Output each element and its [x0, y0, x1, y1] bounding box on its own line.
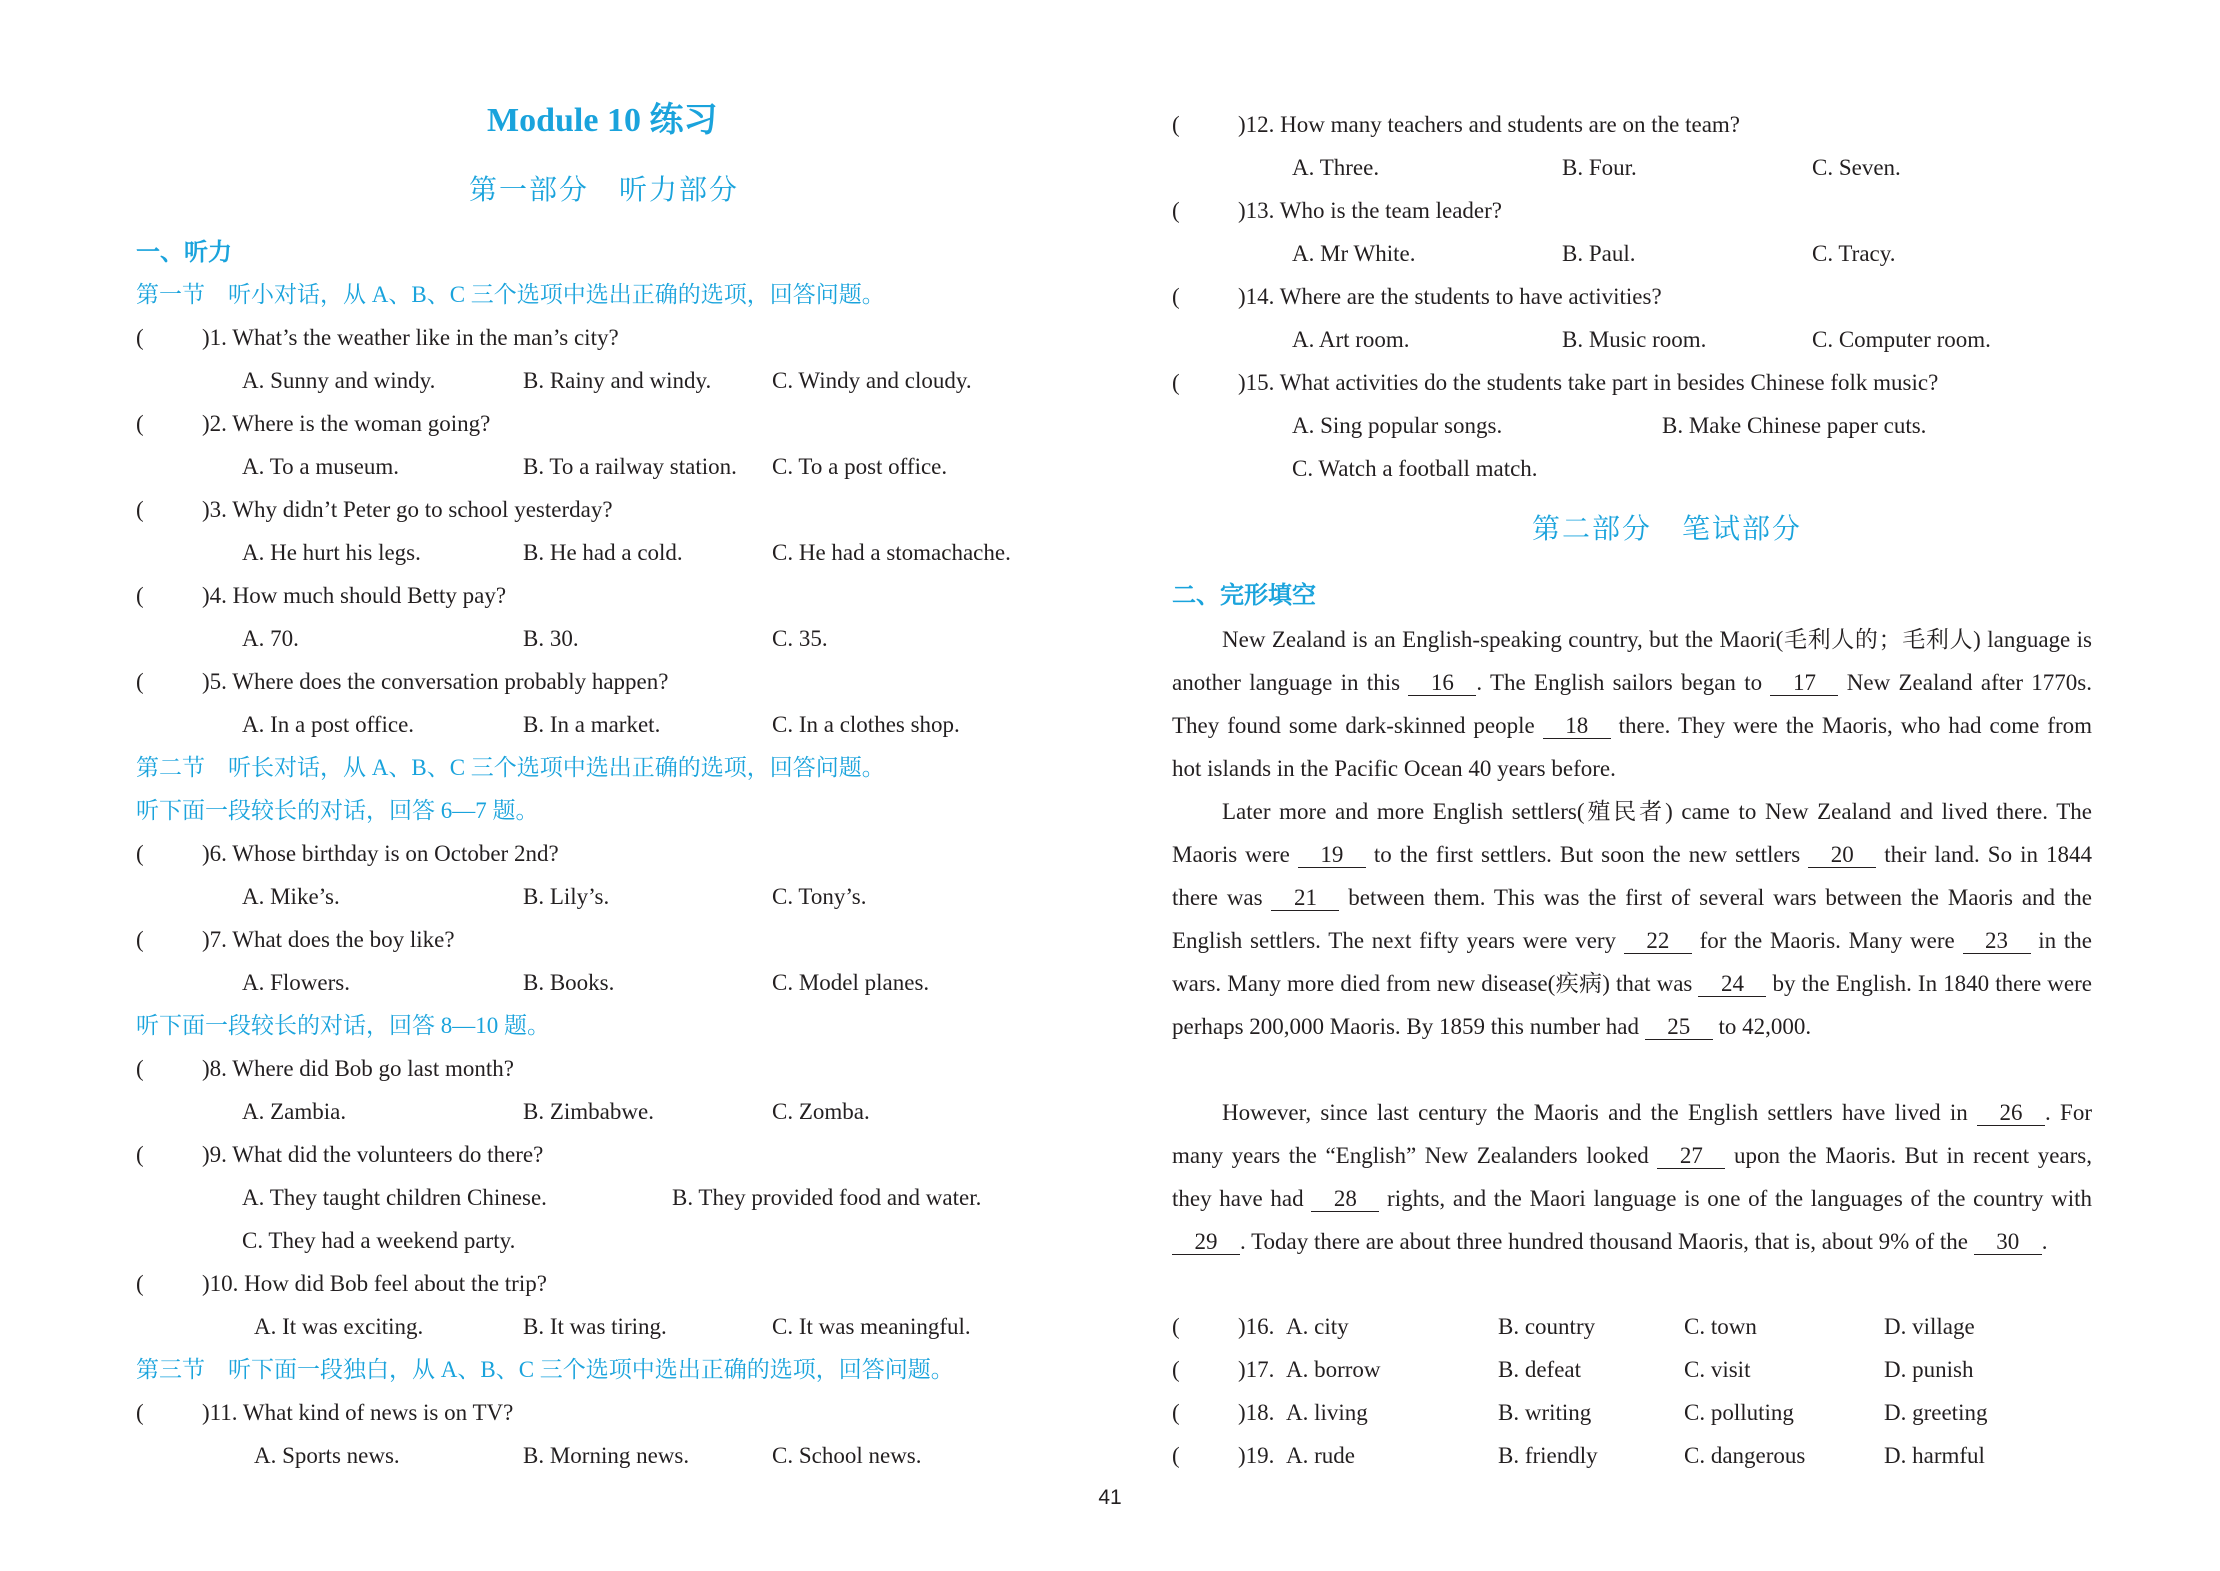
option-a: A. In a post office.: [242, 712, 415, 737]
option-a: A. To a museum.: [242, 454, 400, 479]
option-b: B. defeat: [1498, 1357, 1582, 1382]
option-a: A. Mr White.: [1292, 241, 1416, 266]
question-text: What activities do the students take part in besides Chinese folk music?: [1279, 370, 1939, 395]
option-b: B. 30.: [523, 626, 579, 651]
option-a: A. 70.: [242, 626, 299, 651]
blank-17[interactable]: 17: [1770, 671, 1838, 696]
question-number: )7.: [202, 927, 227, 952]
question-text: What kind of news is on TV?: [242, 1400, 514, 1425]
question-text: How did Bob feel about the trip?: [244, 1271, 547, 1296]
section-instruction: 第一节 听小对话，从 A、B、C 三个选项中选出正确的选项，回答问题。: [136, 282, 885, 307]
option-a: A. Art room.: [1292, 327, 1410, 352]
answer-paren[interactable]: (: [136, 1400, 144, 1425]
sub-instruction: 听下面一段较长的对话，回答 8—10 题。: [136, 1013, 550, 1038]
option-c: C. Tracy.: [1812, 241, 1896, 266]
option-b: B. Rainy and windy.: [523, 368, 712, 393]
option-c: C. polluting: [1684, 1400, 1794, 1425]
answer-paren[interactable]: (: [136, 583, 144, 608]
question-number: )9.: [202, 1142, 227, 1167]
option-a: A. He hurt his legs.: [242, 540, 421, 565]
option-b: B. In a market.: [523, 712, 661, 737]
option-a: A. They taught children Chinese.: [242, 1185, 547, 1210]
answer-paren[interactable]: (: [1172, 1357, 1180, 1382]
question-text: Where did Bob go last month?: [232, 1056, 514, 1081]
blank-19[interactable]: 19: [1298, 843, 1366, 868]
blank-28[interactable]: 28: [1311, 1187, 1379, 1212]
question-text: How much should Betty pay?: [232, 583, 507, 608]
blank-30[interactable]: 30: [1974, 1230, 2042, 1255]
question-number: )14.: [1238, 284, 1275, 309]
option-a: A. It was exciting.: [254, 1314, 424, 1339]
option-d: D. greeting: [1884, 1400, 1988, 1425]
option-b: B. Zimbabwe.: [523, 1099, 654, 1124]
passage-paragraph: Later more and more English settlers(殖民者) came to New Zealand and lived there. The Maoris were 19 to the first settlers. But soon the new settlers 20 their land. So in 1844 there was 21 between them. This was the first of several wars between the Maoris and the English settlers. The next fifty years were very 22 for the Maoris. Many were 23 in the wars. Many more died from new disease(疾病) that was 24 by the English. In 1840 there were perhaps 200,000 Maoris. By 1859 this number had 25 to 42,000.: [1172, 799, 2092, 1039]
option-a: A. living: [1286, 1400, 1368, 1425]
option-d: D. punish: [1884, 1357, 1974, 1382]
option-c: C. It was meaningful.: [772, 1314, 971, 1339]
passage-paragraph: New Zealand is an English-speaking country, but the Maori(毛利人的；毛利人) language is another language in this 16 . The English sailors began to 17 New Zealand after 1770s. They found some dark-skinned people 18 there. They were the Maoris, who had come from hot islands in the Pacific Ocean 40 years before.: [1172, 627, 2092, 781]
blank-16[interactable]: 16: [1408, 671, 1476, 696]
answer-paren[interactable]: (: [136, 841, 144, 866]
question-number: )10.: [202, 1271, 239, 1296]
answer-paren[interactable]: (: [1172, 284, 1180, 309]
blank-24[interactable]: 24: [1698, 972, 1766, 997]
option-c: C. In a clothes shop.: [772, 712, 960, 737]
question-number: )13.: [1238, 198, 1275, 223]
question-number: )16.: [1238, 1314, 1275, 1339]
question-number: )3.: [202, 497, 227, 522]
blank-20[interactable]: 20: [1808, 843, 1876, 868]
part-two-heading: 第二部分 笔试部分: [1532, 514, 1803, 545]
option-b: B. Paul.: [1562, 241, 1636, 266]
option-b: B. Four.: [1562, 155, 1637, 180]
answer-paren[interactable]: (: [136, 927, 144, 952]
section-cloze-heading: 二、完形填空: [1172, 583, 1316, 609]
question-text: Why didn’t Peter go to school yesterday?: [232, 497, 613, 522]
option-b: B. Music room.: [1562, 327, 1707, 352]
option-d: D. harmful: [1884, 1443, 1985, 1468]
page-title: Module 10 练习: [487, 102, 718, 139]
question-number: )5.: [202, 669, 227, 694]
question-text: Who is the team leader?: [1279, 198, 1502, 223]
question-number: )12.: [1238, 112, 1275, 137]
option-c: C. visit: [1684, 1357, 1751, 1382]
option-c: C. Windy and cloudy.: [772, 368, 972, 393]
answer-paren[interactable]: (: [1172, 112, 1180, 137]
option-a: A. rude: [1286, 1443, 1355, 1468]
blank-18[interactable]: 18: [1543, 714, 1611, 739]
question-number: )1.: [202, 325, 227, 350]
blank-23[interactable]: 23: [1963, 929, 2031, 954]
question-number: )6.: [202, 841, 227, 866]
answer-paren[interactable]: (: [136, 411, 144, 436]
question-number: )19.: [1238, 1443, 1275, 1468]
answer-paren[interactable]: (: [1172, 198, 1180, 223]
answer-paren[interactable]: (: [136, 497, 144, 522]
option-a: A. Sunny and windy.: [242, 368, 436, 393]
option-c: C. dangerous: [1684, 1443, 1806, 1468]
option-c: C. town: [1684, 1314, 1757, 1339]
question-number: )4.: [202, 583, 227, 608]
option-a: A. Flowers.: [242, 970, 350, 995]
section-instruction: 第二节 听长对话，从 A、B、C 三个选项中选出正确的选项，回答问题。: [136, 755, 885, 780]
section-listening-heading: 一、听力: [136, 240, 232, 266]
question-text: Where are the students to have activities?: [1279, 284, 1662, 309]
sub-instruction: 听下面一段较长的对话，回答 6—7 题。: [136, 798, 539, 823]
answer-paren[interactable]: (: [1172, 1443, 1180, 1468]
blank-21[interactable]: 21: [1271, 886, 1339, 911]
part-one-heading: 第一部分 听力部分: [469, 175, 740, 206]
answer-paren[interactable]: (: [136, 1056, 144, 1081]
answer-paren[interactable]: (: [136, 1271, 144, 1296]
option-c: C. Computer room.: [1812, 327, 1991, 352]
page-number: 41: [1098, 1486, 1122, 1509]
question-number: )11.: [202, 1400, 238, 1425]
option-a: A. Zambia.: [242, 1099, 347, 1124]
option-b: B. friendly: [1498, 1443, 1598, 1468]
option-a: A. Sports news.: [254, 1443, 400, 1468]
answer-paren[interactable]: (: [1172, 1400, 1180, 1425]
option-c: C. 35.: [772, 626, 828, 651]
option-c: C. Seven.: [1812, 155, 1901, 180]
question-text: Whose birthday is on October 2nd?: [232, 841, 559, 866]
answer-paren[interactable]: (: [1172, 1314, 1180, 1339]
question-text: What did the volunteers do there?: [232, 1142, 544, 1167]
option-c: C. To a post office.: [772, 454, 948, 479]
question-text: Where does the conversation probably happen?: [232, 669, 669, 694]
option-b: B. To a railway station.: [523, 454, 737, 479]
option-b: B. Make Chinese paper cuts.: [1662, 413, 1927, 438]
option-c: C. School news.: [772, 1443, 922, 1468]
option-c: C. Model planes.: [772, 970, 930, 995]
question-number: )8.: [202, 1056, 227, 1081]
option-b: B. He had a cold.: [523, 540, 683, 565]
option-c: C. Tony’s.: [772, 884, 867, 909]
option-a: A. borrow: [1286, 1357, 1381, 1382]
option-b: B. Books.: [523, 970, 615, 995]
option-c: C. Watch a football match.: [1292, 456, 1538, 481]
blank-25[interactable]: 25: [1645, 1015, 1713, 1040]
answer-paren[interactable]: (: [136, 325, 144, 350]
option-b: B. It was tiring.: [523, 1314, 667, 1339]
option-c: C. Zomba.: [772, 1099, 870, 1124]
blank-27[interactable]: 27: [1657, 1144, 1725, 1169]
option-a: A. city: [1286, 1314, 1349, 1339]
question-number: )2.: [202, 411, 227, 436]
question-text: Where is the woman going?: [232, 411, 491, 436]
option-b: B. country: [1498, 1314, 1596, 1339]
option-c: C. He had a stomachache.: [772, 540, 1011, 565]
answer-paren[interactable]: (: [136, 1142, 144, 1167]
question-number: )15.: [1238, 370, 1275, 395]
option-c: C. They had a weekend party.: [242, 1228, 516, 1253]
passage-paragraph: However, since last century the Maoris and the English settlers have lived in 26 . For many years the “English” New Zealanders looked 27 upon the Maoris. But in recent years, they have had 28 rights, and the Maori language is one of the languages of the country with 29 . Today there are about three hundred thousand Maoris, that is, about 9% of the 30 .: [1172, 1100, 2092, 1254]
option-a: A. Three.: [1292, 155, 1380, 180]
option-b: B. writing: [1498, 1400, 1592, 1425]
blank-22[interactable]: 22: [1624, 929, 1692, 954]
question-text: What does the boy like?: [232, 927, 455, 952]
option-b: B. Lily’s.: [523, 884, 610, 909]
blank-26[interactable]: 26: [1977, 1101, 2045, 1126]
question-text: How many teachers and students are on the team?: [1280, 112, 1741, 137]
blank-29[interactable]: 29: [1172, 1230, 1240, 1255]
question-text: What’s the weather like in the man’s city?: [232, 325, 619, 350]
option-b: B. They provided food and water.: [672, 1185, 982, 1210]
option-b: B. Morning news.: [523, 1443, 690, 1468]
question-number: )18.: [1238, 1400, 1275, 1425]
answer-paren[interactable]: (: [1172, 370, 1180, 395]
option-a: A. Sing popular songs.: [1292, 413, 1503, 438]
option-a: A. Mike’s.: [242, 884, 340, 909]
option-d: D. village: [1884, 1314, 1975, 1339]
question-number: )17.: [1238, 1357, 1275, 1382]
answer-paren[interactable]: (: [136, 669, 144, 694]
section-instruction: 第三节 听下面一段独白，从 A、B、C 三个选项中选出正确的选项，回答问题。: [136, 1357, 954, 1382]
